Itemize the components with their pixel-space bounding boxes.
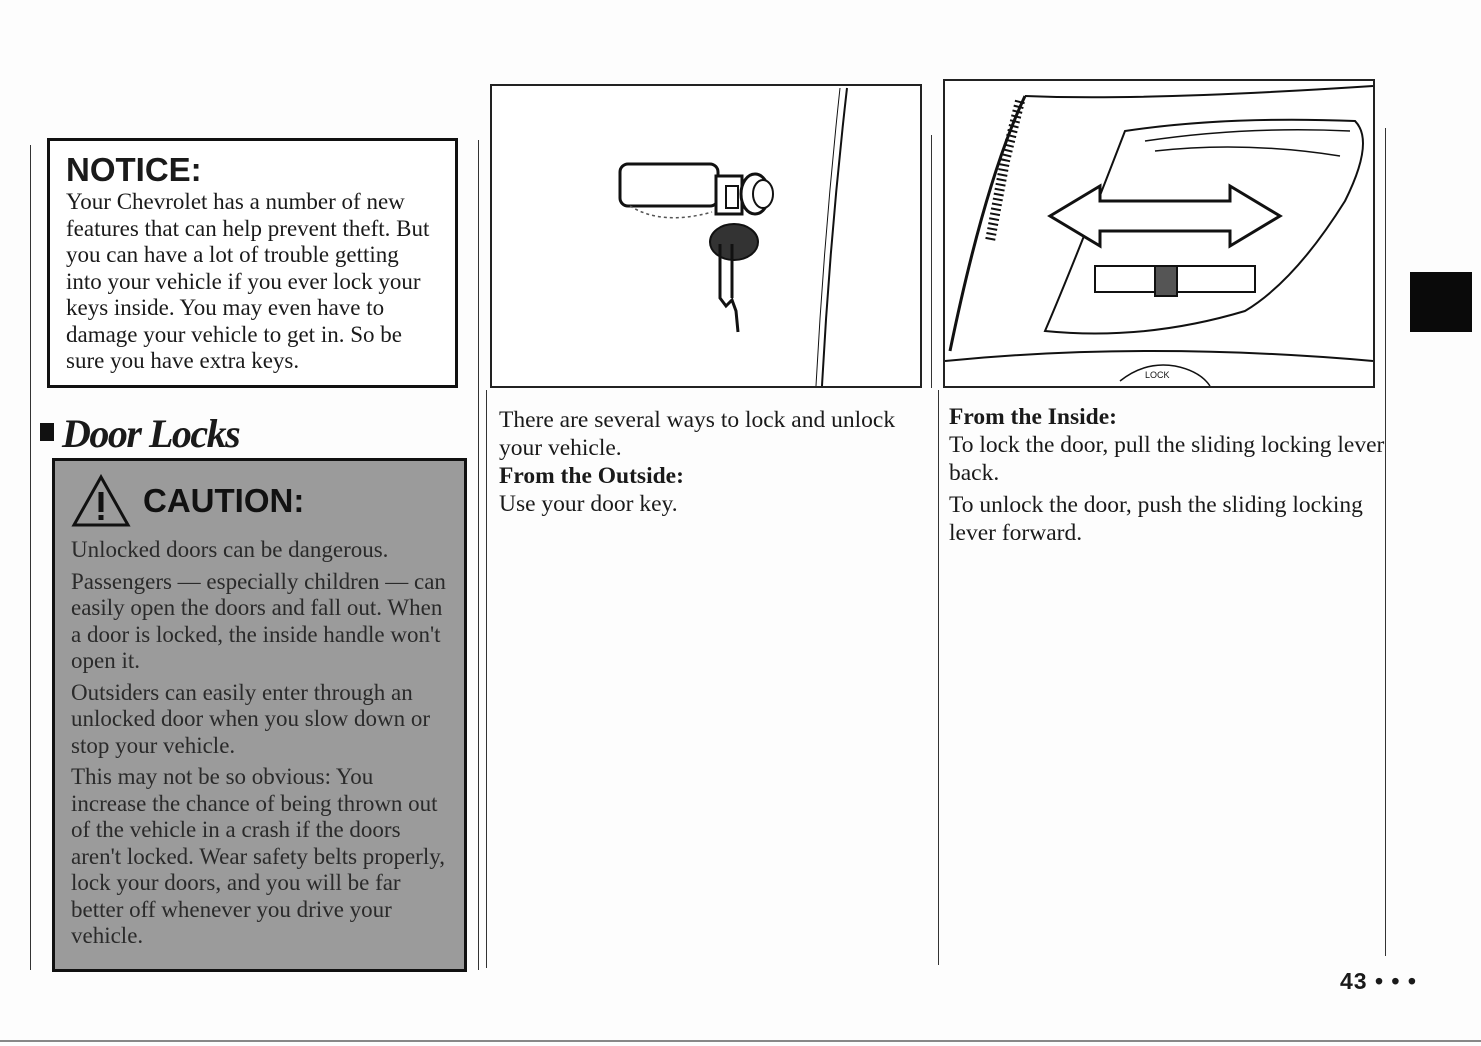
door-key-drawing xyxy=(492,86,920,386)
outside-text: Use your door key. xyxy=(499,491,678,517)
section-thumb-tab xyxy=(1410,272,1472,332)
unlock-instruction: To unlock the door, push the sliding locking lever forward. xyxy=(949,492,1363,546)
lock-label: LOCK xyxy=(1145,370,1170,380)
lock-lever-illustration xyxy=(943,79,1375,388)
caution-paragraph: This may not be so obvious: You increase the chance of being thrown out of the vehicle in a crash if the doors aren't locked. Wear safety belts properly, lock your doors, and you will be far better off whenever you drive your vehicle. xyxy=(71,764,445,948)
caution-paragraph: Passengers — especially children — can easily open the doors and fall out. When a door is locked, the inside handle won't open it. xyxy=(71,568,446,673)
caution-paragraph: Unlocked doors can be dangerous. xyxy=(71,537,389,562)
section-bullet xyxy=(40,423,54,441)
notice-box xyxy=(47,138,458,388)
door-key-illustration xyxy=(490,84,922,388)
section-heading xyxy=(40,410,239,457)
bottom-rule xyxy=(0,1040,1481,1042)
inside-heading: From the Inside: xyxy=(949,404,1117,430)
outside-instructions xyxy=(499,406,899,518)
lock-lever-drawing xyxy=(945,81,1373,386)
notice-heading: NOTICE: xyxy=(66,151,202,188)
inside-instructions xyxy=(949,403,1389,547)
intro-text: There are several ways to lock and unlock your vehicle. xyxy=(499,407,896,461)
outside-heading: From the Outside: xyxy=(499,463,684,489)
caution-paragraph: Outsiders can easily enter through an unlocked door when you slow down or stop your vehicle. xyxy=(71,679,431,758)
lock-instruction: To lock the door, pull the sliding locking lever back. xyxy=(949,432,1385,486)
page-number xyxy=(1340,968,1417,995)
page-number-value: 43 xyxy=(1340,968,1368,994)
caution-heading xyxy=(71,471,448,531)
caution-heading-text: CAUTION: xyxy=(143,482,305,519)
column-rule-mid-left xyxy=(478,140,479,970)
column-rule-mid xyxy=(486,390,487,968)
caution-box xyxy=(52,458,467,972)
notice-body: Your Chevrolet has a number of new features that can help prevent theft. But you can have a lot of trouble getting into your vehicle if you ever lock your keys inside. You may even have to damage your vehicle to get in. So be sure you have extra keys. xyxy=(66,189,430,373)
column-rule-left xyxy=(30,145,31,970)
section-title-text: Door Locks xyxy=(62,411,240,456)
page-dots-icon: • • • xyxy=(1367,968,1417,994)
column-rule-right-left xyxy=(931,135,932,388)
column-rule-right xyxy=(938,390,939,965)
warning-triangle-icon xyxy=(71,474,131,528)
